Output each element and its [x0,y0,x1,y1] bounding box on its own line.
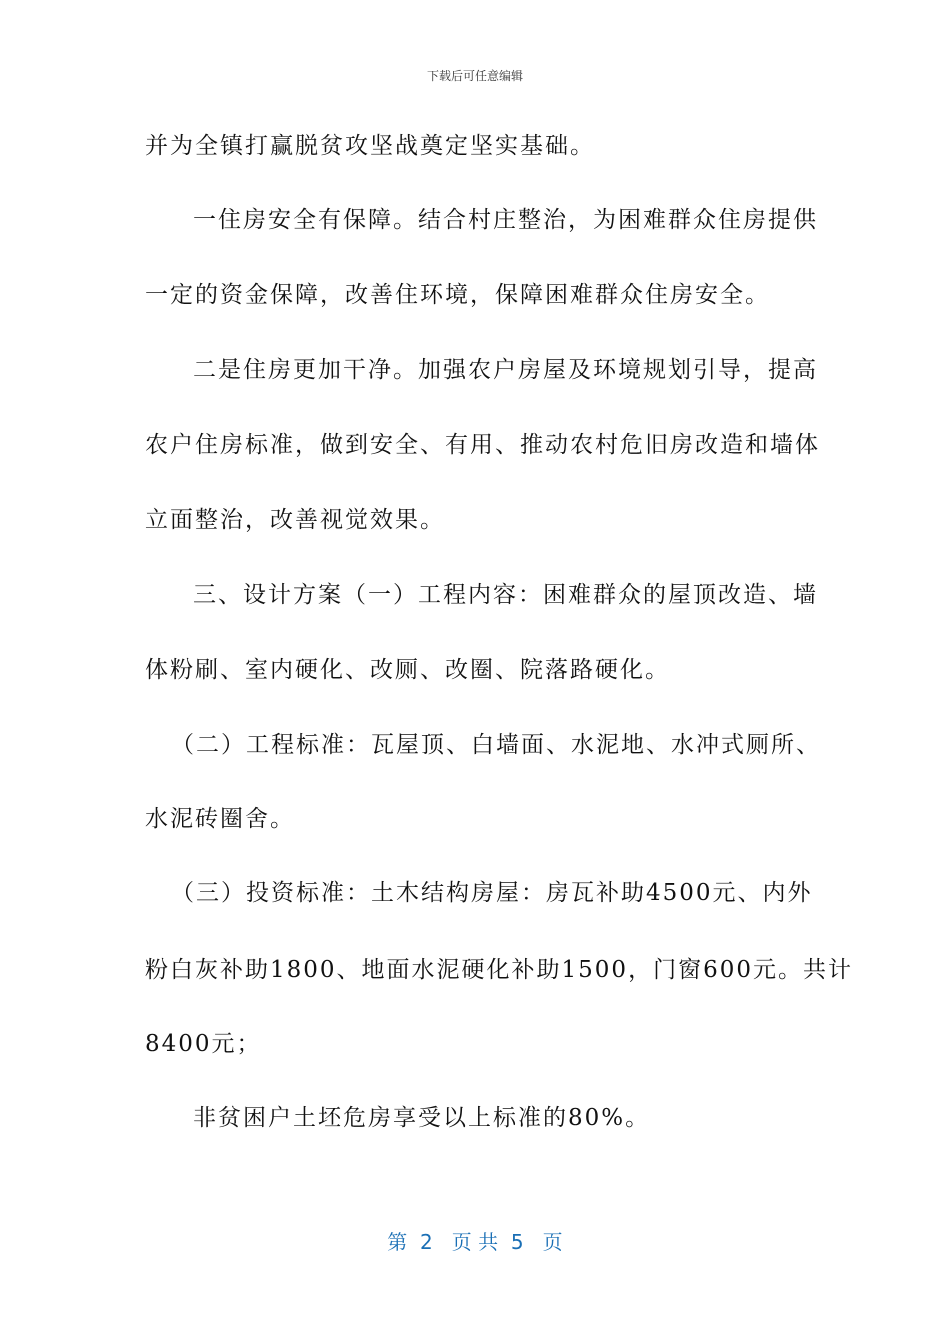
page-number-footer: 第 2 页 共 5 页 [387,1230,563,1254]
paragraph-line: 非贫困户土坯危房享受以上标准的80%。 [193,1105,651,1131]
paragraph-line: （二）工程标准：瓦屋顶、白墙面、水泥地、水冲式厕所、 [171,732,821,758]
page-header: 下载后可任意编辑 [426,69,523,83]
paragraph-line: 体粉刷、室内硬化、改厕、改圈、院落路硬化。 [145,657,670,683]
paragraph-line: 粉白灰补助1800、地面水泥硬化补助1500，门窗600元。共计 [145,957,853,983]
paragraph-line: 立面整治，改善视觉效果。 [145,507,445,533]
paragraph-line: 水泥砖圈舍。 [145,806,295,832]
paragraph-line: （三）投资标准：土木结构房屋：房瓦补助4500元、内外 [171,880,813,906]
paragraph-line: 三、设计方案（一）工程内容：困难群众的屋顶改造、墙 [193,582,818,608]
paragraph-line: 二是住房更加干净。加强农户房屋及环境规划引导，提高 [193,357,818,383]
paragraph-line: 8400元； [145,1031,262,1057]
paragraph-line: 一住房安全有保障。结合村庄整治，为困难群众住房提供 [193,207,818,233]
paragraph-line: 一定的资金保障，改善住环境，保障困难群众住房安全。 [145,282,770,308]
paragraph-line: 并为全镇打赢脱贫攻坚战奠定坚实基础。 [145,133,595,159]
paragraph-line: 农户住房标准，做到安全、有用、推动农村危旧房改造和墙体 [145,432,820,458]
